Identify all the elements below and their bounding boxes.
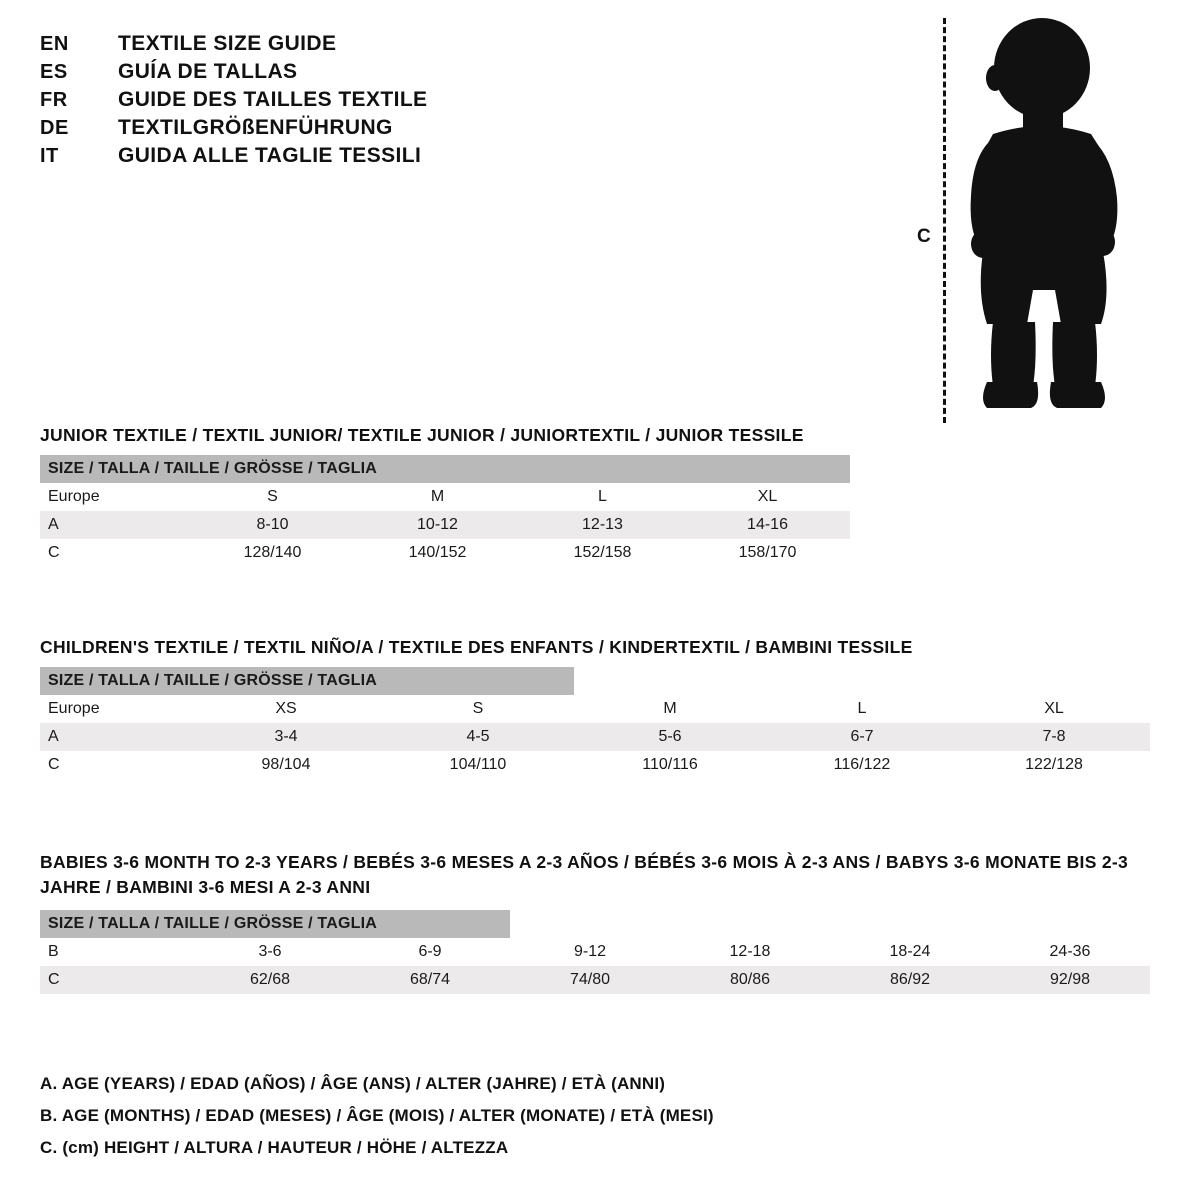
table-row xyxy=(40,966,1150,994)
babies-c-6-9: 68/74 xyxy=(350,966,510,994)
children-a-xs: 3-4 xyxy=(190,723,382,751)
children-c-s: 104/110 xyxy=(382,751,574,779)
children-a-l: 6-7 xyxy=(766,723,958,751)
babies-row-b-label: B xyxy=(40,938,190,966)
babies-c-9-12: 74/80 xyxy=(510,966,670,994)
babies-size-table xyxy=(40,910,1150,994)
height-measure-label: C xyxy=(917,226,931,247)
table-row xyxy=(40,723,1150,751)
children-header-blank xyxy=(574,667,1150,695)
section-babies-title: BABIES 3-6 MONTH TO 2-3 YEARS / BEBÉS 3-6 MESES A 2-3 AÑOS / BÉBÉS 3-6 MOIS À 2-3 ANS / BABYS 3-6 MONATE BIS 2-3 JAHRE / BAMBINI 3-6 MESI A 2-3 ANNI xyxy=(40,852,1129,898)
language-title-fr: GUIDE DES TAILLES TEXTILE xyxy=(118,88,428,111)
junior-a-l: 12-13 xyxy=(520,511,685,539)
children-c-xs: 98/104 xyxy=(190,751,382,779)
babies-b-12-18: 12-18 xyxy=(670,938,830,966)
children-c-m: 110/116 xyxy=(574,751,766,779)
junior-c-m: 140/152 xyxy=(355,539,520,567)
height-measurement-figure xyxy=(905,8,1135,428)
table-row xyxy=(40,539,850,567)
language-code-en: EN xyxy=(40,33,69,55)
junior-europe-xl: XL xyxy=(685,483,850,511)
children-c-l: 116/122 xyxy=(766,751,958,779)
junior-size-table xyxy=(40,455,850,567)
junior-c-xl: 158/170 xyxy=(685,539,850,567)
table-row xyxy=(40,483,850,511)
junior-a-xl: 14-16 xyxy=(685,511,850,539)
babies-header-blank xyxy=(510,910,1150,938)
language-title-de: TEXTILGRÖßENFÜHRUNG xyxy=(118,116,393,139)
table-row xyxy=(40,751,1150,779)
babies-b-9-12: 9-12 xyxy=(510,938,670,966)
children-row-c-label: C xyxy=(40,751,190,779)
section-babies-textile xyxy=(40,850,1162,994)
language-row-fr xyxy=(40,86,600,114)
section-children-title: CHILDREN'S TEXTILE / TEXTIL NIÑO/A / TEXTILE DES ENFANTS / KINDERTEXTIL / BAMBINI TESSILE xyxy=(40,637,913,657)
junior-europe-l: L xyxy=(520,483,685,511)
legend-c: C. (cm) HEIGHT / ALTURA / HAUTEUR / HÖHE / ALTEZZA xyxy=(40,1138,509,1157)
children-c-xl: 122/128 xyxy=(958,751,1150,779)
children-table-header-row xyxy=(40,667,1150,695)
language-code-fr: FR xyxy=(40,89,68,111)
language-title-es: GUÍA DE TALLAS xyxy=(118,60,298,83)
children-europe-m: M xyxy=(574,695,766,723)
table-row xyxy=(40,695,1150,723)
language-row-es xyxy=(40,58,600,86)
table-row xyxy=(40,511,850,539)
language-title-it: GUIDA ALLE TAGLIE TESSILI xyxy=(118,144,422,167)
legend-block xyxy=(40,1068,1140,1164)
babies-c-12-18: 80/86 xyxy=(670,966,830,994)
table-row xyxy=(40,938,1150,966)
language-title-en: TEXTILE SIZE GUIDE xyxy=(118,32,337,55)
children-size-header: SIZE / TALLA / TAILLE / GRÖSSE / TAGLIA xyxy=(40,667,574,695)
children-europe-l: L xyxy=(766,695,958,723)
babies-b-3-6: 3-6 xyxy=(190,938,350,966)
babies-size-header: SIZE / TALLA / TAILLE / GRÖSSE / TAGLIA xyxy=(40,910,510,938)
babies-b-18-24: 18-24 xyxy=(830,938,990,966)
section-children-textile xyxy=(40,637,1162,779)
babies-c-3-6: 62/68 xyxy=(190,966,350,994)
language-code-it: IT xyxy=(40,145,59,167)
babies-c-24-36: 92/98 xyxy=(990,966,1150,994)
language-title-block xyxy=(40,30,600,170)
babies-b-24-36: 24-36 xyxy=(990,938,1150,966)
junior-c-s: 128/140 xyxy=(190,539,355,567)
junior-row-a-label: A xyxy=(40,511,190,539)
children-a-xl: 7-8 xyxy=(958,723,1150,751)
junior-a-s: 8-10 xyxy=(190,511,355,539)
children-europe-xl: XL xyxy=(958,695,1150,723)
language-row-de xyxy=(40,114,600,142)
children-europe-xs: XS xyxy=(190,695,382,723)
junior-table-header-row xyxy=(40,455,850,483)
children-europe-s: S xyxy=(382,695,574,723)
junior-row-c-label: C xyxy=(40,539,190,567)
junior-a-m: 10-12 xyxy=(355,511,520,539)
junior-row-europe-label: Europe xyxy=(40,483,190,511)
section-junior-textile xyxy=(40,425,1162,567)
babies-table-header-row xyxy=(40,910,1150,938)
junior-c-l: 152/158 xyxy=(520,539,685,567)
language-row-it xyxy=(40,142,600,170)
language-code-es: ES xyxy=(40,61,68,83)
junior-size-header: SIZE / TALLA / TAILLE / GRÖSSE / TAGLIA xyxy=(40,455,850,483)
children-size-table xyxy=(40,667,1150,779)
junior-europe-s: S xyxy=(190,483,355,511)
babies-b-6-9: 6-9 xyxy=(350,938,510,966)
babies-row-c-label: C xyxy=(40,966,190,994)
language-code-de: DE xyxy=(40,117,69,139)
section-junior-title: JUNIOR TEXTILE / TEXTIL JUNIOR/ TEXTILE JUNIOR / JUNIORTEXTIL / JUNIOR TESSILE xyxy=(40,425,804,445)
child-silhouette-icon xyxy=(957,16,1127,426)
babies-c-18-24: 86/92 xyxy=(830,966,990,994)
children-row-europe-label: Europe xyxy=(40,695,190,723)
legend-b: B. AGE (MONTHS) / EDAD (MESES) / ÂGE (MOIS) / ALTER (MONATE) / ETÀ (MESI) xyxy=(40,1106,714,1125)
junior-europe-m: M xyxy=(355,483,520,511)
children-a-m: 5-6 xyxy=(574,723,766,751)
height-measure-line xyxy=(943,18,946,423)
language-row-en xyxy=(40,30,600,58)
children-row-a-label: A xyxy=(40,723,190,751)
legend-a: A. AGE (YEARS) / EDAD (AÑOS) / ÂGE (ANS) / ALTER (JAHRE) / ETÀ (ANNI) xyxy=(40,1074,666,1093)
children-a-s: 4-5 xyxy=(382,723,574,751)
